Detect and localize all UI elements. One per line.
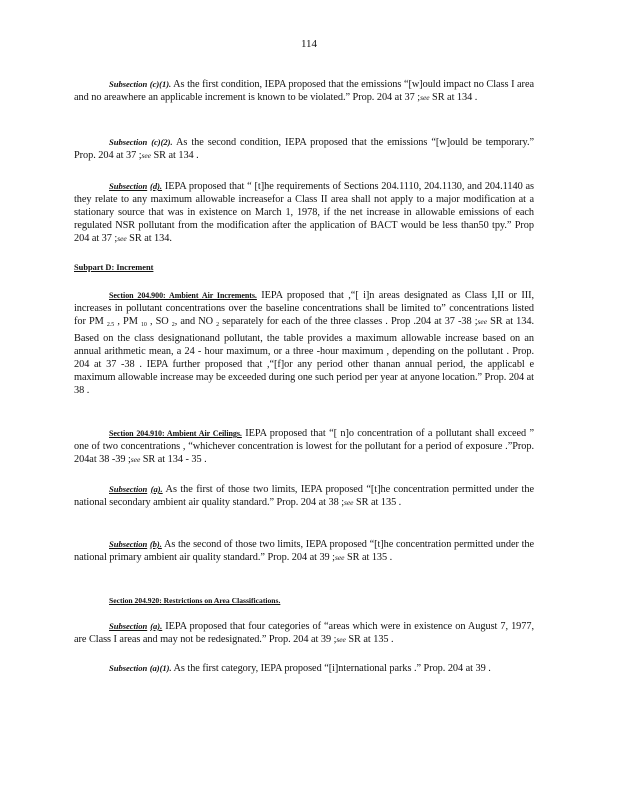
subsection-label: Subsection <box>109 484 148 494</box>
citation-tail: SR at 134 - 35 . <box>140 454 207 465</box>
subsection-ref: (b). <box>149 539 162 549</box>
see-signal: see <box>344 498 354 507</box>
see-signal: see <box>117 234 127 243</box>
subscript: 10 <box>140 322 147 328</box>
subsection-label: Subsection <box>109 539 148 549</box>
paragraph-section-204-910 <box>74 427 534 466</box>
paragraph-text: IEPA proposed that “[ n]o concentration of a pollutant shall exceed ” one of two concentrations , “whichever concentration is lowest for the pollutant for a period of exposure .”Prop. 204at 38 -39 ; <box>74 428 534 465</box>
paragraph-text: , and NO <box>174 316 217 327</box>
subsection-label: Subsection <box>109 181 148 191</box>
paragraph-subsection-c2 <box>74 136 534 162</box>
paragraph-text: separately for each of the three classes . Prop .204 at 37 -38 ; <box>219 316 478 327</box>
page-number: 114 <box>300 38 318 50</box>
paragraph-subsection-a-categories <box>74 620 534 646</box>
paragraph-text: IEPA proposed that “ [t]he requirements of Sections 204.1110, 204.1130, and 204.1140 as they relate to any maximum allowable increasefor a Class II area shall not apply to a major modification at a stationary source that was in existence on March 1, 1978, if the net increase in allowable emissions of each regulated NSR pollutant from the modification after the application of BACT would be less than50 tpy.” Prop 204 at 37 ; <box>74 181 534 244</box>
paragraph-text: As the second condition, IEPA proposed that the emissions “[w]ould be temporary.” Prop. 204 at 37 ; <box>74 137 534 161</box>
paragraph-text: IEPA proposed that four categories of “areas which were in existence on August 7, 1977, are Class I areas and may not be redesignated.” Prop. 204 at 39 ; <box>74 621 534 645</box>
paragraph-text: , PM <box>114 316 141 327</box>
paragraph-subsection-d <box>74 180 534 245</box>
subpart-heading: Subpart D: Increment <box>74 263 154 272</box>
section-heading-204-920: Section 204.920: Restrictions on Area Classifications. <box>109 596 281 605</box>
subsection-ref: (c)(2). <box>151 137 173 147</box>
citation-tail: SR at 135 . <box>353 497 402 508</box>
paragraph-text: As the first condition, IEPA proposed that the emissions “[w]ould impact no Class I area and no areawhere an applicable increment is known to be violated.” Prop. 204 at 37 ; <box>74 79 534 103</box>
subsection-ref: (a). <box>150 621 163 631</box>
subsection-label: Subsection <box>109 137 148 147</box>
see-signal: see <box>130 455 141 464</box>
paragraph-subsection-c1 <box>74 78 534 104</box>
see-signal: see <box>141 151 151 160</box>
subsection-ref: (c)(1). <box>149 79 172 89</box>
citation-tail: SR at 135 . <box>345 634 394 645</box>
subsection-label: Subsection <box>109 621 148 631</box>
paragraph-subsection-b-limit2 <box>74 538 534 564</box>
subsection-ref: (a). <box>150 484 163 494</box>
paragraph-text: As the first of those two limits, IEPA proposed “[t]he concentration permitted under the national secondary ambient air quality standard.” Prop. 204 at 38 ; <box>74 484 534 508</box>
paragraph-text: IEPA proposed that ,“[ i]n areas designated as Class I,II or III, increases in pollutant concentrations over the baseline concentrations shall be limited to” concentrations listed for PM <box>74 290 534 327</box>
subsection-label: Subsection <box>109 663 148 673</box>
citation-tail: SR at 134. <box>126 233 172 244</box>
citation-tail: SR at 134 . <box>429 92 478 103</box>
paragraph-text: , SO <box>146 316 172 327</box>
subscript: 2 <box>216 322 220 328</box>
citation-tail: SR at 135 . <box>344 552 393 563</box>
paragraph-subsection-a-limit1 <box>74 483 534 509</box>
paragraph-text: As the first category, IEPA proposed “[i]nternational parks .” Prop. 204 at 39 . <box>171 663 491 674</box>
see-signal: see <box>477 317 487 326</box>
paragraph-section-204-900 <box>74 289 534 397</box>
paragraph-text: As the second of those two limits, IEPA proposed “[t]he concentration permitted under the national primary ambient air quality standard.” Prop. 204 at 39 ; <box>74 539 534 563</box>
subscript: 2 <box>171 322 175 328</box>
subsection-ref: (d). <box>150 181 163 191</box>
section-label: Section 204.910: Ambient Air Ceilings. <box>109 429 242 438</box>
citation-tail: SR at 134 . <box>150 150 199 161</box>
see-signal: see <box>334 553 345 562</box>
subscript: 2.5 <box>106 322 115 328</box>
paragraph-text: SR at 134. Based on the class designationand pollutant, the table provides a maximum allowable increase based on an annual arithmetic mean, a 24 - hour maximum, or a three -hour maximum , depending on the pollutant . Prop. 204 at 37 -38 . IEPA further proposed that ,“[f]or any period other thanan annual period, the applicabl e maximum allowable increase may be exceeded during one such period per year at anyone location.” Prop. 204 at 38 . <box>74 316 534 396</box>
subsection-label: Subsection <box>109 79 148 89</box>
paragraph-subsection-a1 <box>74 662 534 675</box>
see-signal: see <box>420 93 430 102</box>
section-label: Section 204.900: Ambient Air Increments. <box>109 291 257 300</box>
subsection-ref: (a)(1). <box>149 663 172 673</box>
see-signal: see <box>336 635 346 644</box>
